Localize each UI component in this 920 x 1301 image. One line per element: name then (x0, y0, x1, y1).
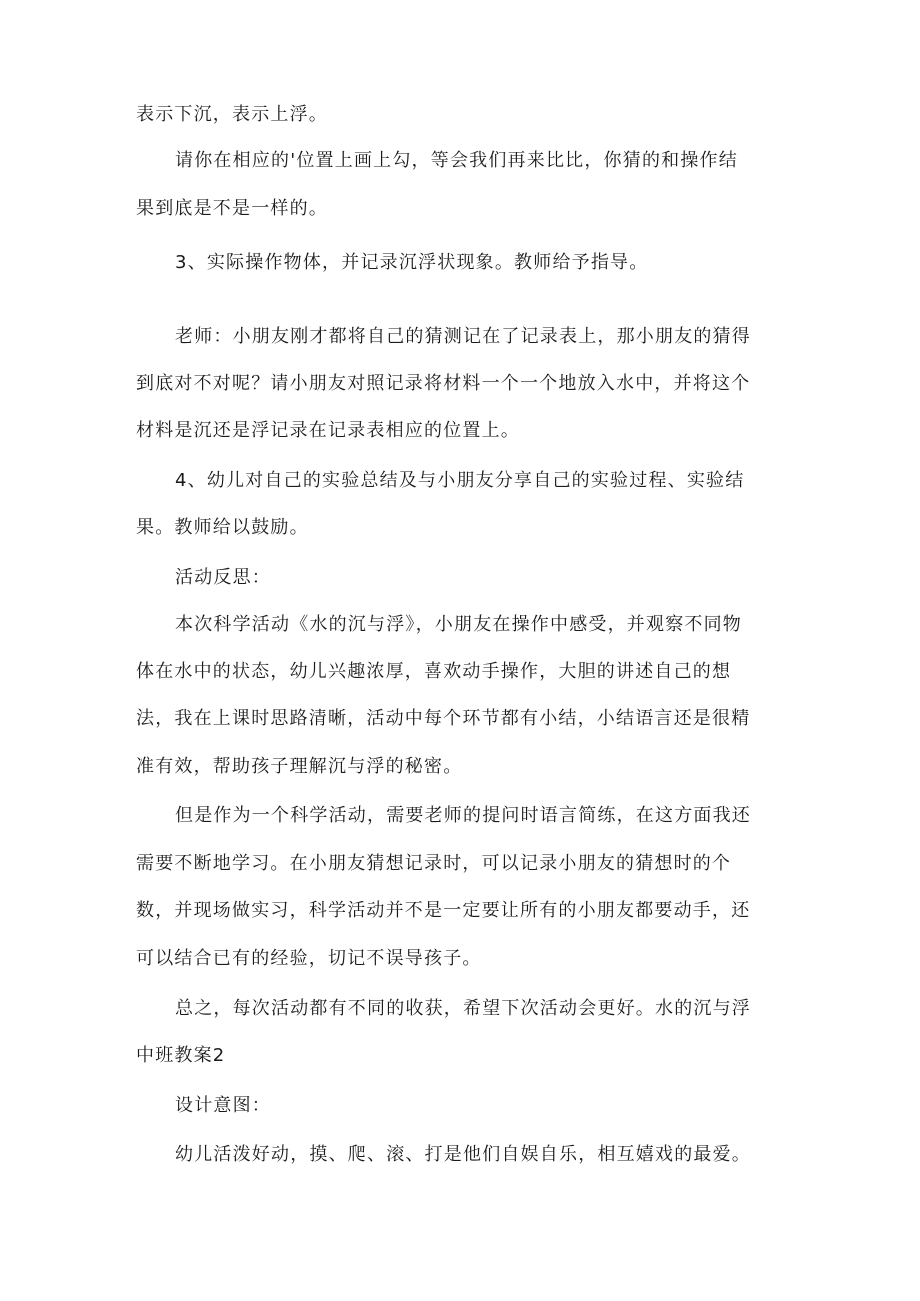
text-line: 到底对不对呢？请小朋友对照记录将材料一个一个地放入水中，并将这个 (136, 373, 751, 394)
text-line: 幼儿活泼好动，摸、爬、滚、打是他们自娱自乐，相互嬉戏的最爱。 (175, 1144, 751, 1165)
text-line: 法，我在上课时思路清晰，活动中每个环节都有小结，小结语言还是很精 (136, 708, 751, 729)
text-line: 设计意图： (175, 1095, 271, 1116)
text-line: 表示下沉，表示上浮。 (136, 104, 328, 125)
text-line: 果到底是不是一样的。 (136, 198, 328, 219)
text-line: 3、实际操作物体，并记录沉浮状现象。教师给予指导。 (175, 252, 649, 273)
text-line: 中班教案2 (136, 1045, 226, 1066)
text-line: 体在水中的状态，幼儿兴趣浓厚，喜欢动手操作，大胆的讲述自己的想 (136, 661, 732, 682)
text-line: 请你在相应的'位置上画上勾，等会我们再来比比，你猜的和操作结 (175, 150, 738, 171)
text-line: 果。教师给以鼓励。 (136, 517, 309, 538)
text-line: 材料是沉还是浮记录在记录表相应的位置上。 (136, 420, 520, 441)
text-line: 但是作为一个科学活动，需要老师的提问时语言简练，在这方面我还 (175, 805, 751, 826)
text-line: 活动反思： (175, 567, 271, 588)
text-line: 可以结合已有的经验，切记不误导孩子。 (136, 948, 482, 969)
text-line: 数，并现场做实习，科学活动并不是一定要让所有的小朋友都要动手，还 (136, 900, 751, 921)
text-line: 准有效，帮助孩子理解沉与浮的秘密。 (136, 756, 463, 777)
text-line: 4、幼儿对自己的实验总结及与小朋友分享自己的实验过程、实验结 (175, 470, 745, 491)
text-line: 本次科学活动《水的沉与浮》，小朋友在操作中感受，并观察不同物 (175, 614, 742, 635)
text-line: 老师：小朋友刚才都将自己的猜测记在了记录表上，那小朋友的猜得 (175, 326, 751, 347)
text-line: 需要不断地学习。在小朋友猜想记录时，可以记录小朋友的猜想时的个 (136, 853, 732, 874)
text-line: 总之，每次活动都有不同的收获，希望下次活动会更好。水的沉与浮 (175, 998, 751, 1019)
